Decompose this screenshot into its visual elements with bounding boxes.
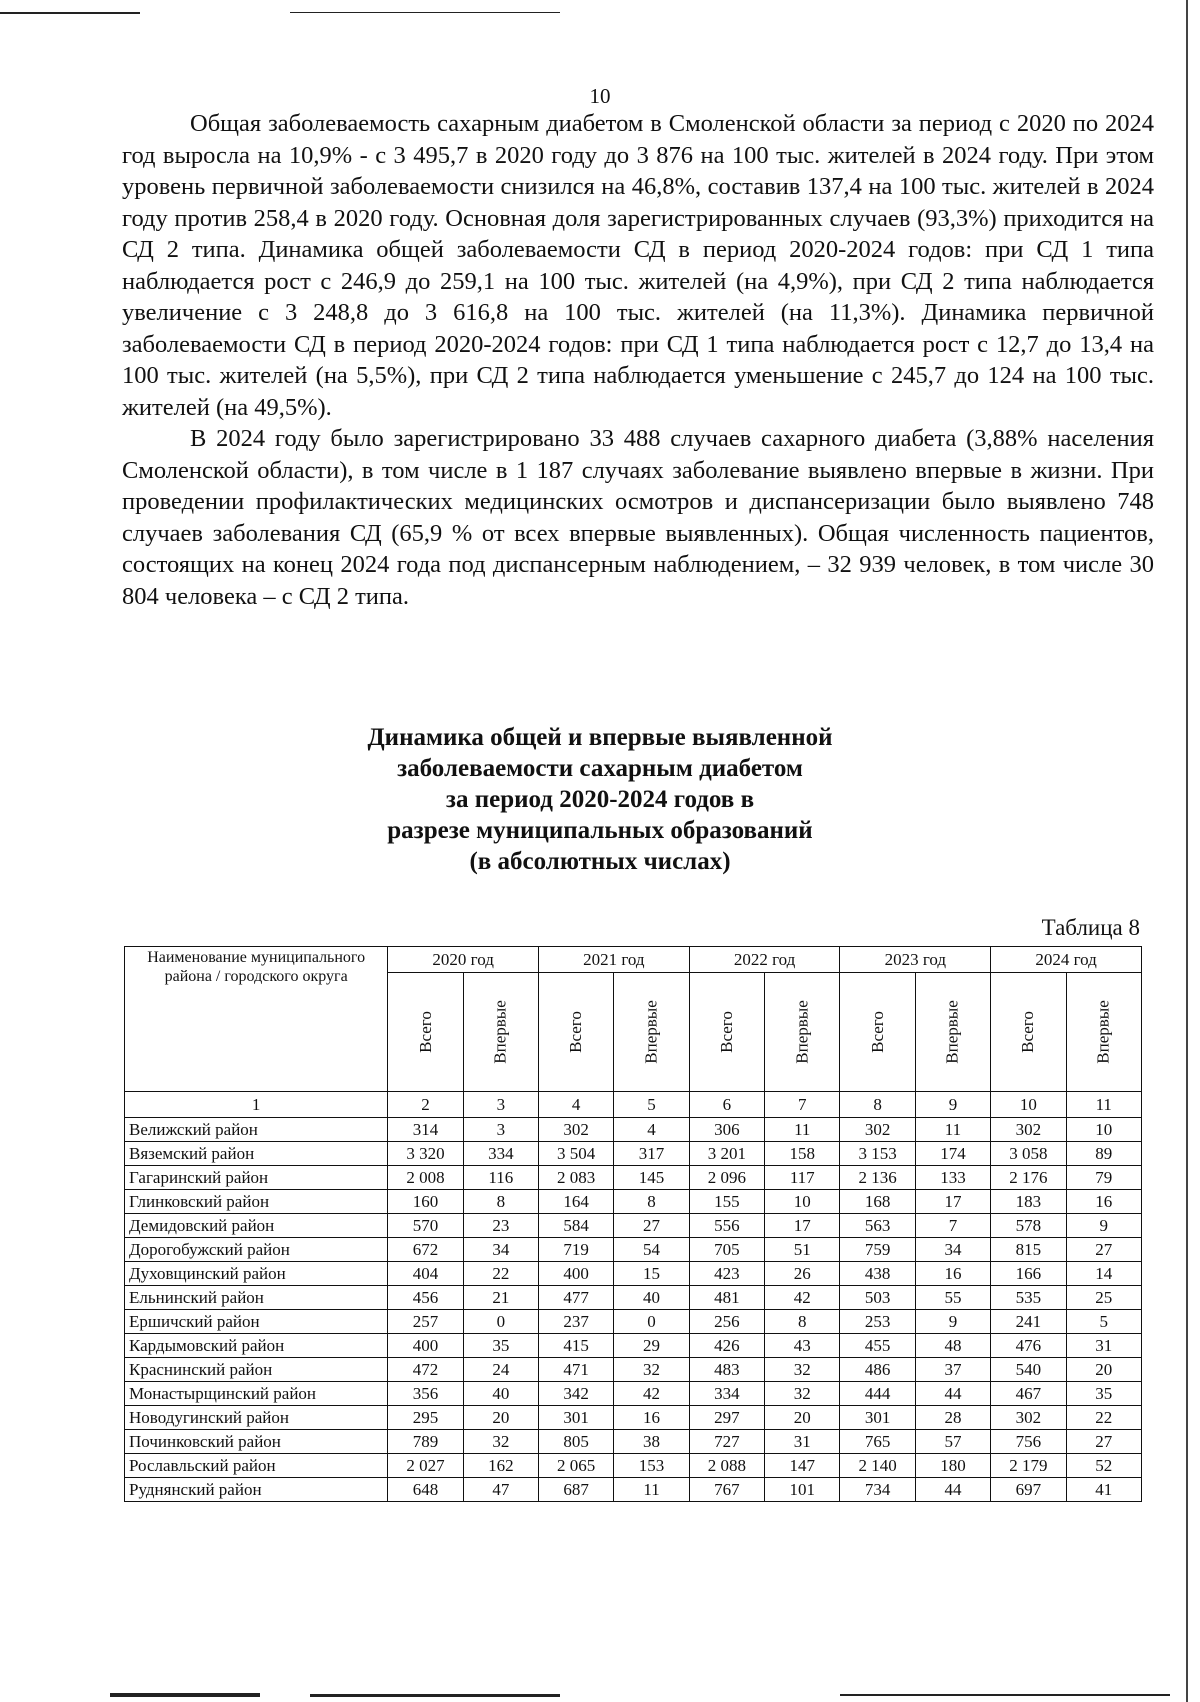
table-cell: 705: [689, 1238, 764, 1262]
table-cell: 79: [1066, 1166, 1141, 1190]
district-name: Краснинский район: [125, 1358, 388, 1382]
table-cell: 101: [765, 1478, 840, 1502]
table-cell: 302: [840, 1118, 915, 1142]
table-cell: 765: [840, 1430, 915, 1454]
table-cell: 302: [991, 1118, 1066, 1142]
table-cell: 5: [1066, 1310, 1141, 1334]
table-cell: 35: [463, 1334, 538, 1358]
table-cell: 400: [539, 1262, 614, 1286]
table-cell: 540: [991, 1358, 1066, 1382]
table-cell: 153: [614, 1454, 689, 1478]
table-cell: 2 027: [388, 1454, 463, 1478]
table-cell: 20: [765, 1406, 840, 1430]
table-row: [125, 1310, 1142, 1334]
subheader-new: [915, 973, 990, 1092]
table-row: [125, 1454, 1142, 1478]
table-cell: 23: [463, 1214, 538, 1238]
table-cell: 26: [765, 1262, 840, 1286]
subheader-total: [840, 973, 915, 1092]
table-cell: 334: [463, 1142, 538, 1166]
district-name: Вяземский район: [125, 1142, 388, 1166]
table-cell: 697: [991, 1478, 1066, 1502]
district-name: Духовщинский район: [125, 1262, 388, 1286]
table-cell: 3 201: [689, 1142, 764, 1166]
table-cell: 54: [614, 1238, 689, 1262]
subheader-new: [1066, 973, 1141, 1092]
table-cell: 22: [1066, 1406, 1141, 1430]
table-cell: 17: [915, 1190, 990, 1214]
table-cell: 55: [915, 1286, 990, 1310]
table-cell: 34: [463, 1238, 538, 1262]
subheader-new: [614, 973, 689, 1092]
table-cell: 8: [765, 1310, 840, 1334]
table-cell: 3: [463, 1118, 538, 1142]
table-cell: 168: [840, 1190, 915, 1214]
scan-artifact-top: [290, 12, 560, 13]
table-cell: 41: [1066, 1478, 1141, 1502]
table-body: [125, 1118, 1142, 1502]
table-cell: 535: [991, 1286, 1066, 1310]
table-row: [125, 1118, 1142, 1142]
subheader-label: Всего: [566, 1011, 586, 1053]
subheader-label: Впервые: [1093, 1000, 1113, 1064]
table-cell: 3 153: [840, 1142, 915, 1166]
table-row: [125, 1262, 1142, 1286]
table-row: [125, 1286, 1142, 1310]
table-cell: 11: [915, 1118, 990, 1142]
district-name: Починковский район: [125, 1430, 388, 1454]
table-cell: 297: [689, 1406, 764, 1430]
table-cell: 306: [689, 1118, 764, 1142]
table-cell: 426: [689, 1334, 764, 1358]
table-cell: 147: [765, 1454, 840, 1478]
table-cell: 31: [1066, 1334, 1141, 1358]
table-cell: 44: [915, 1478, 990, 1502]
subheader-new: [463, 973, 538, 1092]
table-cell: 47: [463, 1478, 538, 1502]
subheader-total: [689, 973, 764, 1092]
table-cell: 815: [991, 1238, 1066, 1262]
table-row: [125, 1142, 1142, 1166]
column-number: 7: [765, 1092, 840, 1118]
table-cell: 756: [991, 1430, 1066, 1454]
column-number: 1: [125, 1092, 388, 1118]
table-cell: 29: [614, 1334, 689, 1358]
table-cell: 32: [765, 1382, 840, 1406]
scan-artifact-top: [0, 12, 140, 14]
table-row: [125, 1190, 1142, 1214]
table-cell: 570: [388, 1214, 463, 1238]
subheader-label: Всего: [716, 1011, 736, 1053]
table-cell: 648: [388, 1478, 463, 1502]
table-cell: 2 083: [539, 1166, 614, 1190]
subheader-label: Всего: [415, 1011, 435, 1053]
table-title: [0, 722, 1200, 877]
table-cell: 25: [1066, 1286, 1141, 1310]
table-cell: 317: [614, 1142, 689, 1166]
table-cell: 180: [915, 1454, 990, 1478]
district-name: Глинковский район: [125, 1190, 388, 1214]
table-cell: 2 096: [689, 1166, 764, 1190]
title-line: заболеваемости сахарным диабетом: [397, 755, 803, 782]
table-cell: 89: [1066, 1142, 1141, 1166]
district-name: Велижский район: [125, 1118, 388, 1142]
column-number: 5: [614, 1092, 689, 1118]
table-cell: 16: [1066, 1190, 1141, 1214]
table-cell: 48: [915, 1334, 990, 1358]
year-header: 2024 год: [991, 947, 1142, 973]
district-name: Гагаринский район: [125, 1166, 388, 1190]
table-cell: 3 320: [388, 1142, 463, 1166]
table-cell: 27: [1066, 1238, 1141, 1262]
column-number: 2: [388, 1092, 463, 1118]
table-cell: 415: [539, 1334, 614, 1358]
table-cell: 15: [614, 1262, 689, 1286]
subheader-label: Впервые: [641, 1000, 661, 1064]
paragraph: В 2024 году было зарегистрировано 33 488 случаев сахарного диабета (3,88% населения Смоленской области), в том числе в 1 187 случаях заболевание выявлено впервые в жизни. При проведении профилактических медицинских осмотров и диспансеризации было выявлено 748 случаев заболевания СД (65,9 % от всех впервые выявленных). Общая численность пациентов, состоящих на конец 2024 года под диспансерным наблюдением, – 32 939 человек, в том числе 30 804 человека – с СД 2 типа.: [122, 425, 1154, 610]
table-cell: 31: [765, 1430, 840, 1454]
table-cell: 301: [539, 1406, 614, 1430]
table-cell: 486: [840, 1358, 915, 1382]
table-cell: 2 136: [840, 1166, 915, 1190]
table-cell: 237: [539, 1310, 614, 1334]
table-cell: 145: [614, 1166, 689, 1190]
table-row: [125, 1238, 1142, 1262]
table-cell: 9: [915, 1310, 990, 1334]
table-cell: 342: [539, 1382, 614, 1406]
table-cell: 477: [539, 1286, 614, 1310]
table-cell: 40: [463, 1382, 538, 1406]
table-cell: 24: [463, 1358, 538, 1382]
table-cell: 57: [915, 1430, 990, 1454]
table-cell: 160: [388, 1190, 463, 1214]
subheader-total: [539, 973, 614, 1092]
table-cell: 404: [388, 1262, 463, 1286]
table-cell: 257: [388, 1310, 463, 1334]
table-cell: 759: [840, 1238, 915, 1262]
table-cell: 3 058: [991, 1142, 1066, 1166]
table-cell: 32: [765, 1358, 840, 1382]
table-cell: 2 088: [689, 1454, 764, 1478]
table-cell: 2 176: [991, 1166, 1066, 1190]
table-cell: 40: [614, 1286, 689, 1310]
table-cell: 467: [991, 1382, 1066, 1406]
table-cell: 162: [463, 1454, 538, 1478]
table-cell: 16: [915, 1262, 990, 1286]
table-cell: 9: [1066, 1214, 1141, 1238]
table-row: [125, 1214, 1142, 1238]
title-line: за период 2020-2024 годов в: [445, 786, 755, 813]
table-cell: 4: [614, 1118, 689, 1142]
table-cell: 166: [991, 1262, 1066, 1286]
table-cell: 456: [388, 1286, 463, 1310]
table-cell: 22: [463, 1262, 538, 1286]
table-cell: 10: [765, 1190, 840, 1214]
subheader-total: [388, 973, 463, 1092]
table-cell: 27: [1066, 1430, 1141, 1454]
table-cell: 584: [539, 1214, 614, 1238]
table-cell: 158: [765, 1142, 840, 1166]
column-number: 3: [463, 1092, 538, 1118]
year-header: 2021 год: [539, 947, 690, 973]
table-cell: 51: [765, 1238, 840, 1262]
title-line: разрезе муниципальных образований: [387, 817, 813, 844]
table-cell: 44: [915, 1382, 990, 1406]
district-name: Дорогобужский район: [125, 1238, 388, 1262]
table-cell: 481: [689, 1286, 764, 1310]
table-cell: 14: [1066, 1262, 1141, 1286]
table-cell: 302: [539, 1118, 614, 1142]
table-cell: 174: [915, 1142, 990, 1166]
body-text: [122, 108, 1154, 612]
table-cell: 805: [539, 1430, 614, 1454]
table-cell: 21: [463, 1286, 538, 1310]
table-row: [125, 1166, 1142, 1190]
table-cell: 767: [689, 1478, 764, 1502]
table-cell: 476: [991, 1334, 1066, 1358]
table-cell: 20: [1066, 1358, 1141, 1382]
table-cell: 301: [840, 1406, 915, 1430]
table-cell: 471: [539, 1358, 614, 1382]
table-cell: 356: [388, 1382, 463, 1406]
table-cell: 503: [840, 1286, 915, 1310]
table-cell: 556: [689, 1214, 764, 1238]
subheader-label: Всего: [1018, 1011, 1038, 1053]
table-row: [125, 1382, 1142, 1406]
table-cell: 133: [915, 1166, 990, 1190]
table-cell: 155: [689, 1190, 764, 1214]
subheader-new: [765, 973, 840, 1092]
subheader-total: [991, 973, 1066, 1092]
table-caption: Таблица 8: [1041, 915, 1140, 940]
district-name: Кардымовский район: [125, 1334, 388, 1358]
table-row: [125, 1478, 1142, 1502]
table-cell: 455: [840, 1334, 915, 1358]
table-cell: 727: [689, 1430, 764, 1454]
subheader-label: Впервые: [490, 1000, 510, 1064]
table-cell: 7: [915, 1214, 990, 1238]
table-row: [125, 1406, 1142, 1430]
table-cell: 17: [765, 1214, 840, 1238]
scan-artifact-bottom: [110, 1693, 260, 1697]
table-row: [125, 1430, 1142, 1454]
table-cell: 37: [915, 1358, 990, 1382]
table-cell: 8: [614, 1190, 689, 1214]
table-row: [125, 1358, 1142, 1382]
table-cell: 302: [991, 1406, 1066, 1430]
table-cell: 34: [915, 1238, 990, 1262]
year-header: 2022 год: [689, 947, 840, 973]
table-cell: 734: [840, 1478, 915, 1502]
table-cell: 563: [840, 1214, 915, 1238]
morbidity-table: [124, 946, 1142, 1502]
table-cell: 20: [463, 1406, 538, 1430]
table-cell: 117: [765, 1166, 840, 1190]
table-cell: 16: [614, 1406, 689, 1430]
table-cell: 444: [840, 1382, 915, 1406]
table-cell: 32: [614, 1358, 689, 1382]
table-cell: 241: [991, 1310, 1066, 1334]
column-number: 8: [840, 1092, 915, 1118]
scan-artifact-bottom: [840, 1694, 1170, 1696]
table-cell: 0: [614, 1310, 689, 1334]
table-cell: 3 504: [539, 1142, 614, 1166]
page-number: 10: [589, 84, 611, 108]
table-cell: 11: [765, 1118, 840, 1142]
table-cell: 2 008: [388, 1166, 463, 1190]
table-cell: 35: [1066, 1382, 1141, 1406]
paragraph: Общая заболеваемость сахарным диабетом в Смоленской области за период с 2020 по 2024 год выросла на 10,9% - с 3 495,7 в 2020 году до 3 876 на 100 тыс. жителей в 2024 году. При этом уровень первичной заболеваемости снизился на 46,8%, составив 137,4 на 100 тыс. жителей в 2024 году против 258,4 в 2020 году. Основная доля зарегистрированных случаев (93,3%) приходится на СД 2 типа. Динамика общей заболеваемости СД в период 2020-2024 годов: при СД 1 типа наблюдается рост с 246,9 до 259,1 на 100 тыс. жителей (на 4,9%), при СД 2 типа наблюдается увеличение с 3 248,8 до 3 616,8 на 100 тыс. жителей (на 11,3%). Динамика первичной заболеваемости СД в период 2020-2024 годов: при СД 1 типа наблюдается рост с 12,7 до 13,4 на 100 тыс. жителей (на 5,5%), при СД 2 типа наблюдается уменьшение с 245,7 до 124 на 100 тыс. жителей (на 49,5%).: [122, 110, 1154, 421]
district-name: Ершичский район: [125, 1310, 388, 1334]
table-cell: 164: [539, 1190, 614, 1214]
table-cell: 52: [1066, 1454, 1141, 1478]
table-cell: 0: [463, 1310, 538, 1334]
table-cell: 483: [689, 1358, 764, 1382]
table-cell: 43: [765, 1334, 840, 1358]
column-number: 10: [991, 1092, 1066, 1118]
title-line: (в абсолютных числах): [469, 848, 731, 875]
table-cell: 183: [991, 1190, 1066, 1214]
table-cell: 472: [388, 1358, 463, 1382]
table-cell: 8: [463, 1190, 538, 1214]
table-cell: 334: [689, 1382, 764, 1406]
title-line: Динамика общей и впервые выявленной: [367, 724, 833, 751]
column-number-row: [125, 1092, 1142, 1118]
table-cell: 28: [915, 1406, 990, 1430]
table-cell: 27: [614, 1214, 689, 1238]
name-column-header: Наименование муниципального района / городского округа: [125, 947, 388, 1092]
table-cell: 578: [991, 1214, 1066, 1238]
table-cell: 11: [614, 1478, 689, 1502]
subheader-label: Впервые: [792, 1000, 812, 1064]
scan-artifact-bottom: [310, 1694, 560, 1697]
year-header: 2023 год: [840, 947, 991, 973]
column-number: 9: [915, 1092, 990, 1118]
table-row: [125, 1334, 1142, 1358]
district-name: Монастырщинский район: [125, 1382, 388, 1406]
table-cell: 438: [840, 1262, 915, 1286]
district-name: Ельнинский район: [125, 1286, 388, 1310]
table-cell: 687: [539, 1478, 614, 1502]
table-cell: 672: [388, 1238, 463, 1262]
district-name: Рославльский район: [125, 1454, 388, 1478]
table-cell: 42: [614, 1382, 689, 1406]
table-cell: 10: [1066, 1118, 1141, 1142]
column-number: 6: [689, 1092, 764, 1118]
table-cell: 400: [388, 1334, 463, 1358]
column-number: 4: [539, 1092, 614, 1118]
table-cell: 789: [388, 1430, 463, 1454]
year-header: 2020 год: [388, 947, 539, 973]
table-cell: 295: [388, 1406, 463, 1430]
table-cell: 314: [388, 1118, 463, 1142]
district-name: Новодугинский район: [125, 1406, 388, 1430]
table-cell: 2 140: [840, 1454, 915, 1478]
table-cell: 42: [765, 1286, 840, 1310]
table-cell: 38: [614, 1430, 689, 1454]
column-number: 11: [1066, 1092, 1141, 1118]
subheader-label: Впервые: [942, 1000, 962, 1064]
table-cell: 423: [689, 1262, 764, 1286]
table-cell: 253: [840, 1310, 915, 1334]
table-cell: 719: [539, 1238, 614, 1262]
table-cell: 32: [463, 1430, 538, 1454]
table-cell: 116: [463, 1166, 538, 1190]
district-name: Руднянский район: [125, 1478, 388, 1502]
table-cell: 2 065: [539, 1454, 614, 1478]
subheader-label: Всего: [867, 1011, 887, 1053]
table-cell: 2 179: [991, 1454, 1066, 1478]
district-name: Демидовский район: [125, 1214, 388, 1238]
table-cell: 256: [689, 1310, 764, 1334]
